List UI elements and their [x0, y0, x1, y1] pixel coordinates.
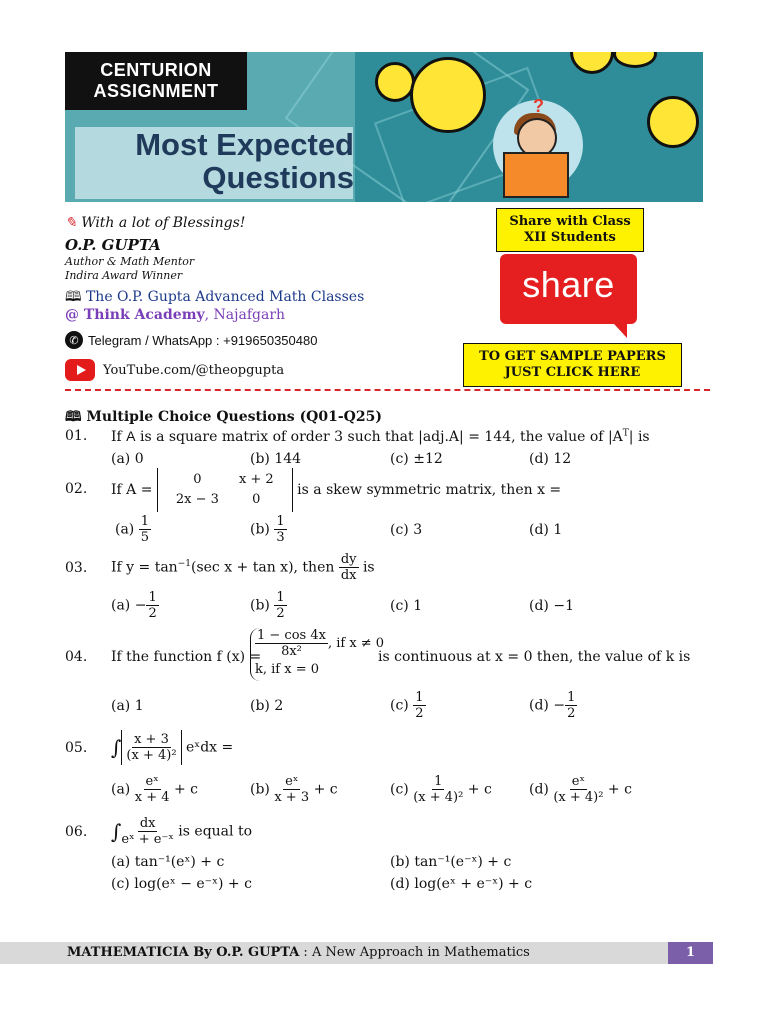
option-c[interactable]: (c) ±12	[390, 451, 443, 467]
classes-text: The O.P. Gupta Advanced Math Classes	[85, 289, 365, 305]
bulb-icon	[613, 52, 657, 68]
book-open-icon: 🕮	[65, 409, 82, 425]
question-text: If the function f (x) =	[111, 649, 262, 665]
pen-icon: ✎	[65, 215, 77, 231]
option-a[interactable]: (a) 0	[111, 451, 144, 467]
blessing-line	[65, 215, 245, 231]
youtube-link[interactable]	[65, 359, 284, 381]
question-number: 01.	[65, 428, 88, 444]
youtube-icon	[65, 359, 95, 381]
author-award: Indira Award Winner	[65, 269, 183, 282]
headline-line-2: Questions	[202, 160, 354, 195]
option-b[interactable]: (b) $\frac{1}{2}$	[250, 590, 285, 621]
section-divider	[65, 389, 710, 391]
option-c[interactable]: (c) 3	[390, 522, 423, 538]
share-button-label: share	[500, 254, 637, 324]
centurion-badge	[65, 52, 247, 110]
book-icon	[503, 152, 569, 198]
question-number: 02.	[65, 481, 88, 497]
option-b[interactable]: (b) $\frac{\text{eˣ}}{x + 3}$ + c	[250, 774, 338, 805]
integrand-bracket: $\frac{x + 3}{\text{(x + 4)²}}$	[121, 730, 181, 765]
question-text: ∫ $\frac{x + 3}{\text{(x + 4)²}}$ eˣdx =	[111, 732, 234, 763]
whatsapp-icon: ✆	[65, 331, 83, 349]
section-title	[65, 406, 382, 430]
page-number: 1	[668, 942, 713, 964]
question-number: 06.	[65, 824, 88, 840]
option-c[interactable]: (c) $\frac{1}{\text{(x + 4)²}}$ + c	[390, 774, 492, 805]
option-d[interactable]: (d) 1	[529, 522, 563, 538]
option-a[interactable]: (a) 1	[111, 698, 144, 714]
option-d[interactable]: (d) − $\frac{1}{2}$	[529, 690, 576, 721]
option-b[interactable]: (b) tan⁻¹(e⁻ˣ) + c	[390, 854, 512, 870]
academy-line	[65, 307, 285, 323]
question-mark-icon: ?	[533, 96, 544, 116]
question-text: If A is a square matrix of order 3 such that |adj.A| = 144, the value of $|A^T|$ is	[111, 428, 650, 445]
headline-line-1: Most Expected	[135, 127, 354, 162]
option-d[interactable]: (d) 12	[529, 451, 572, 467]
option-a[interactable]: (a) $\frac{\text{eˣ}}{x + 4}$ + c	[111, 774, 198, 805]
author-role: Author & Math Mentor	[65, 255, 195, 268]
bulb-icon	[410, 57, 486, 133]
question-text: ∫ $\frac{dx}{\text{eˣ + e⁻ˣ}}$ is equal to	[111, 816, 253, 847]
option-b[interactable]: (b) 2	[250, 698, 284, 714]
header-banner	[65, 52, 703, 202]
sample-line-1: TO GET SAMPLE PAPERS	[479, 349, 666, 364]
option-d[interactable]: (d) $\frac{\text{eˣ}}{\text{(x + 4)²}}$ + c	[529, 774, 632, 805]
share-button-tail	[603, 312, 627, 338]
academy-location: , Najafgarh	[204, 307, 286, 323]
matrix: 0 x + 2 2x − 3 0	[157, 468, 293, 512]
sample-papers-link[interactable]	[463, 343, 682, 387]
question-number: 05.	[65, 740, 88, 756]
section-title-text: Multiple Choice Questions (Q01-Q25)	[86, 409, 382, 425]
bulb-icon	[647, 96, 699, 148]
share-button[interactable]	[488, 252, 658, 336]
telegram-link[interactable]	[65, 331, 317, 349]
option-b[interactable]: (b) 144	[250, 451, 302, 467]
option-a[interactable]: (a) tan⁻¹(eˣ) + c	[111, 854, 225, 870]
banner-headline	[79, 128, 354, 194]
share-box-line-2: XII Students	[524, 230, 616, 245]
option-c[interactable]: (c) 1	[390, 598, 423, 614]
option-c[interactable]: (c) log(eˣ − e⁻ˣ) + c	[111, 876, 252, 892]
author-name: O.P. GUPTA	[65, 236, 161, 254]
academy-name: @ Think Academy	[65, 307, 205, 323]
question-number: 03.	[65, 560, 88, 576]
question-text: If A = 0 x + 2 2x − 3 0 is a skew symmetric matrix, then x =	[111, 468, 561, 512]
option-c[interactable]: (c) $\frac{1}{2}$	[390, 690, 424, 721]
youtube-text: YouTube.com/@theopgupta	[103, 362, 285, 378]
telegram-text: Telegram / WhatsApp : +919650350480	[88, 332, 318, 348]
footer-brand: MATHEMATICIA By O.P. GUPTA	[67, 945, 300, 960]
share-with-class-box	[496, 208, 644, 252]
bulb-icon	[570, 52, 614, 74]
bulb-icon	[375, 62, 415, 102]
sample-line-2: JUST CLICK HERE	[504, 365, 641, 380]
option-a[interactable]: (a) $\frac{1}{5}$	[115, 514, 150, 545]
blessing-text: With a lot of Blessings!	[81, 215, 246, 231]
question-text: If $y = \tan^{-1}(\sec$ x + tan x), then $\frac{dy}{dx}$ is	[111, 552, 375, 583]
question-number: 04.	[65, 649, 88, 665]
badge-line-2: ASSIGNMENT	[93, 81, 219, 101]
piecewise-function: $\frac{1 - \cos 4x}{\text{8x²}}$ , if x ≠ 0 k, if x = 0	[250, 628, 384, 681]
badge-line-1: CENTURION	[100, 60, 212, 80]
footer-text	[67, 945, 530, 960]
option-d[interactable]: (d) log(eˣ + e⁻ˣ) + c	[390, 876, 533, 892]
option-a[interactable]: (a) − $\frac{1}{2}$	[111, 590, 157, 621]
book-open-icon: 🕮	[65, 289, 82, 305]
share-box-line-1: Share with Class	[509, 214, 631, 229]
footer-tagline: : A New Approach in Mathematics	[299, 945, 530, 960]
question-text-suffix: is continuous at x = 0 then, the value of k is	[378, 649, 691, 665]
option-d[interactable]: (d) −1	[529, 598, 574, 614]
option-b[interactable]: (b) $\frac{1}{3}$	[250, 514, 285, 545]
